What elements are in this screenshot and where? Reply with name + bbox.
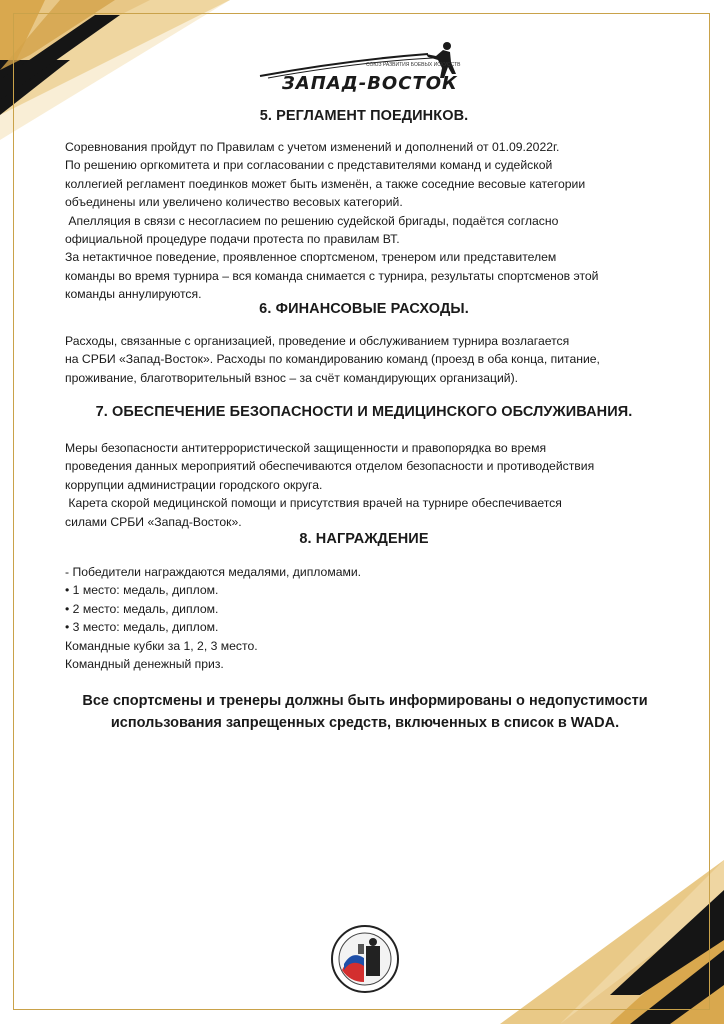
wada-notice <box>70 690 660 734</box>
paragraph-line: - Победители награждаются медалями, дипломами. <box>65 565 362 579</box>
top-left-corner-decoration <box>0 0 230 160</box>
section-7-title: 7. ОБЕСПЕЧЕНИЕ БЕЗОПАСНОСТИ И МЕДИЦИНСКОГО ОБСЛУЖИВАНИЯ. <box>95 404 633 420</box>
paragraph-line: Соревнования пройдут по Правилам с учетом изменений и дополнений от 01.09.2022г. <box>65 140 560 154</box>
section-8-title: 8. НАГРАЖДЕНИЕ <box>299 531 429 547</box>
section-8-text <box>65 563 663 673</box>
section-6-title: 6. ФИНАНСОВЫЕ РАСХОДЫ. <box>259 301 469 317</box>
bottom-right-corner-decoration <box>500 860 724 1024</box>
paragraph-line: команды во время турнира – вся команда снимается с турнира, результаты спортсменов этой <box>65 268 599 283</box>
section-5-title: 5. РЕГЛАМЕНТ ПОЕДИНКОВ. <box>259 108 469 124</box>
paragraph-line: • 3 место: медаль, диплом. <box>65 620 219 635</box>
federation-emblem-icon <box>330 924 400 994</box>
paragraph-line: проведения данных мероприятий обеспечиваются отделом безопасности и противодействия <box>65 459 595 474</box>
paragraph-line: Меры безопасности антитеррористической защищенности и правопорядка во время <box>65 441 547 455</box>
wada-notice-line-1: Все спортсмены и тренеры должны быть информированы о недопустимости <box>82 693 648 709</box>
paragraph-line: По решению оргкомитета и при согласовании с представителями команд и судейской <box>65 158 553 173</box>
section-5-text <box>65 138 663 304</box>
logo-tagline: СОЮЗ РАЗВИТИЯ БОЕВЫХ ИСКУССТВ <box>366 62 461 68</box>
paragraph-line: Расходы, связанные с организацией, проведение и обслуживанием турнира возлагается <box>65 334 570 348</box>
section-6-text <box>65 332 663 387</box>
paragraph-line: Апелляция в связи с несогласием по решению судейской бригады, подаётся согласно <box>65 213 559 228</box>
paragraph-line: За нетактичное поведение, проявленное спортсменом, тренером или представителем <box>65 250 557 265</box>
paragraph-line: команды аннулируются. <box>65 287 202 302</box>
section-7-text <box>65 439 663 531</box>
zapad-vostok-logo <box>258 40 468 102</box>
paragraph-line: объединены или увеличено количество весовых категорий. <box>65 195 403 210</box>
paragraph-line: проживание, благотворительный взнос – за счёт командирующих организаций). <box>65 370 519 385</box>
paragraph-line: • 2 место: медаль, диплом. <box>65 601 219 616</box>
paragraph-line: Командные кубки за 1, 2, 3 место. <box>65 638 258 653</box>
paragraph-line: коррупции администрации городского округа. <box>65 477 323 492</box>
paragraph-line: Карета скорой медицинской помощи и присутствия врачей на турнире обеспечивается <box>65 496 562 511</box>
paragraph-line: на СРБИ «Запад-Восток». Расходы по командированию команд (проезд в оба конца, питание, <box>65 352 600 367</box>
paragraph-line: Командный денежный приз. <box>65 657 224 672</box>
wada-notice-line-2: использования запрещенных средств, включенных в список в WADA. <box>110 715 620 731</box>
logo-name: ЗАПАД-ВОСТОК <box>282 73 458 94</box>
paragraph-line: • 1 место: медаль, диплом. <box>65 583 219 598</box>
paragraph-line: силами СРБИ «Запад-Восток». <box>65 514 242 529</box>
paragraph-line: коллегией регламент поединков может быть изменён, а также соседние весовые категории <box>65 176 586 191</box>
paragraph-line: официальной процедуре подачи протеста по правилам ВТ. <box>65 232 400 247</box>
